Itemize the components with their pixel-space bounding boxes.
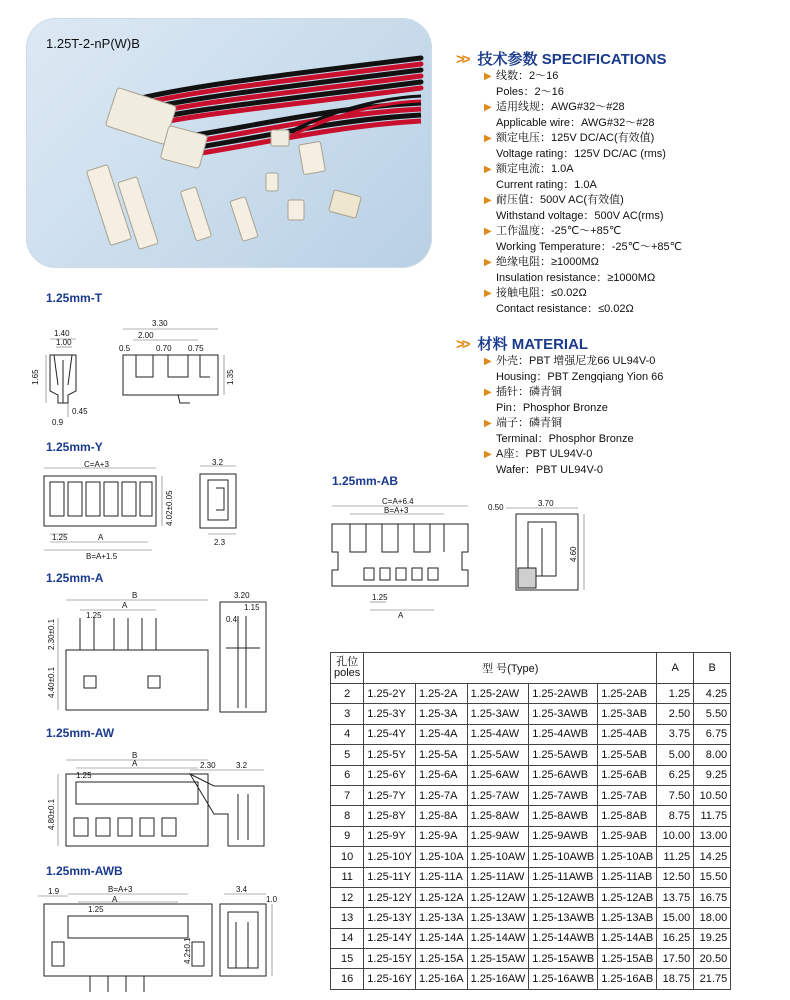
drawing-title-t: 1.25mm-T	[46, 291, 103, 305]
material-en: Wafer：PBT UL94V-0	[496, 463, 603, 476]
header-a: A	[657, 653, 694, 684]
triangle-bullet-icon: ▶	[484, 71, 492, 82]
dim-y-1: C=A+3	[84, 460, 109, 469]
table-row	[331, 684, 731, 704]
dim-ab-2: B=A+3	[384, 506, 409, 515]
cell-poles: 9	[331, 826, 364, 846]
cell-type: 1.25-11AB	[598, 867, 657, 887]
table-row	[331, 826, 731, 846]
cell-a: 12.50	[657, 867, 694, 887]
cell-b: 5.50	[694, 704, 731, 724]
dim-aw-6: 3.2	[236, 761, 248, 770]
cell-a: 7.50	[657, 785, 694, 805]
dim-ab-1: C=A+6.4	[382, 497, 414, 506]
spec-en: Voltage rating：125V DC/AC (rms)	[496, 147, 666, 160]
dim-a-5: 4.40±0.1	[47, 666, 56, 698]
spec-cn: ▶ 适用线规：AWG#32～#28	[484, 100, 682, 116]
cell-type: 1.25-15A	[415, 949, 467, 969]
cell-type: 1.25-9AWB	[529, 826, 598, 846]
cell-b: 21.75	[694, 969, 731, 989]
table-row	[331, 785, 731, 805]
cell-b: 4.25	[694, 684, 731, 704]
material-cn: ▶ A座：PBT UL94V-0	[484, 447, 663, 463]
triangle-bullet-icon: ▶	[484, 164, 492, 175]
cell-b: 16.75	[694, 887, 731, 907]
cell-a: 15.00	[657, 908, 694, 928]
cell-poles: 10	[331, 847, 364, 867]
triangle-bullet-icon: ▶	[484, 102, 492, 113]
cell-type: 1.25-3AB	[598, 704, 657, 724]
dim-t-9: 0.70	[156, 344, 172, 353]
material-heading	[456, 333, 588, 354]
triangle-bullet-icon: ▶	[484, 449, 492, 460]
cell-poles: 14	[331, 928, 364, 948]
photo-title: 1.25T-2-nP(W)B	[46, 36, 140, 51]
cell-type: 1.25-2Y	[364, 684, 416, 704]
spec-cn: ▶ 额定电流：1.0A	[484, 162, 682, 178]
cell-type: 1.25-9AW	[467, 826, 529, 846]
cell-type: 1.25-6AW	[467, 765, 529, 785]
dim-a-4: 2.30±0.1	[47, 618, 56, 650]
material-en: Pin：Phosphor Bronze	[496, 401, 608, 414]
dim-t-10: 0.75	[188, 344, 204, 353]
cell-type: 1.25-8A	[415, 806, 467, 826]
double-chevron-icon: >>	[456, 51, 468, 68]
cell-b: 14.25	[694, 847, 731, 867]
cell-type: 1.25-12AW	[467, 887, 529, 907]
table-row	[331, 908, 731, 928]
triangle-bullet-icon: ▶	[484, 133, 492, 144]
dim-a-1: B	[132, 591, 138, 600]
cell-a: 3.75	[657, 724, 694, 744]
cell-poles: 8	[331, 806, 364, 826]
cell-type: 1.25-6Y	[364, 765, 416, 785]
table-row	[331, 806, 731, 826]
spec-en: Withstand voltage：500V AC(rms)	[496, 209, 664, 222]
drawing-aw	[28, 746, 278, 856]
cell-type: 1.25-15AWB	[529, 949, 598, 969]
specifications-heading-en: SPECIFICATIONS	[541, 51, 667, 68]
triangle-bullet-icon: ▶	[484, 387, 492, 398]
drawing-y	[28, 458, 250, 563]
material-en: Housing：PBT Zengqiang Yion 66	[496, 370, 664, 383]
cell-type: 1.25-15AW	[467, 949, 529, 969]
cell-b: 9.25	[694, 765, 731, 785]
table-row	[331, 928, 731, 948]
drawing-a	[28, 588, 278, 718]
cell-type: 1.25-10AWB	[529, 847, 598, 867]
dim-awb-6: 3.4	[236, 885, 248, 894]
dim-t-7: 2.00	[138, 331, 154, 340]
spec-en: Poles：2～16	[496, 85, 564, 98]
material-cn: ▶ 插针：磷青铜	[484, 385, 663, 401]
spec-cn: ▶ 绝缘电阻：≥1000MΩ	[484, 255, 682, 271]
cell-a: 17.50	[657, 949, 694, 969]
cell-type: 1.25-13Y	[364, 908, 416, 928]
table-row	[331, 724, 731, 744]
cell-type: 1.25-3AWB	[529, 704, 598, 724]
drawing-title-awb: 1.25mm-AWB	[46, 864, 123, 878]
material-heading-en: MATERIAL	[511, 336, 589, 353]
cell-a: 18.75	[657, 969, 694, 989]
cell-a: 11.25	[657, 847, 694, 867]
cell-type: 1.25-5AWB	[529, 745, 598, 765]
cell-type: 1.25-8AW	[467, 806, 529, 826]
dim-t-8: 0.5	[119, 344, 131, 353]
connector-photo-illustration	[26, 18, 432, 268]
cell-type: 1.25-2AWB	[529, 684, 598, 704]
spec-cn: ▶ 耐压值：500V AC(有效值)	[484, 193, 682, 209]
dim-y-6: 3.2	[212, 458, 224, 467]
dim-awb-3: A	[112, 895, 118, 904]
spec-en: Applicable wire：AWG#32～#28	[496, 116, 655, 129]
cell-type: 1.25-6A	[415, 765, 467, 785]
cell-type: 1.25-6AB	[598, 765, 657, 785]
dim-ab-4: A	[398, 611, 404, 620]
table-row	[331, 867, 731, 887]
cell-type: 1.25-4AWB	[529, 724, 598, 744]
dim-t-6: 3.30	[152, 319, 168, 328]
triangle-bullet-icon: ▶	[484, 195, 492, 206]
spec-en: Insulation resistance：≥1000MΩ	[496, 271, 656, 284]
specifications-heading	[456, 48, 666, 69]
cell-a: 8.75	[657, 806, 694, 826]
dim-t-1: 1.40	[54, 329, 70, 338]
cell-a: 1.25	[657, 684, 694, 704]
cell-type: 1.25-13A	[415, 908, 467, 928]
dim-awb-2: B=A+3	[108, 885, 133, 894]
cell-b: 19.25	[694, 928, 731, 948]
cell-type: 1.25-16AWB	[529, 969, 598, 989]
cell-type: 1.25-9Y	[364, 826, 416, 846]
drawing-t	[28, 315, 250, 430]
cell-type: 1.25-10A	[415, 847, 467, 867]
cell-type: 1.25-3A	[415, 704, 467, 724]
table-header-row	[331, 653, 731, 684]
cell-type: 1.25-16Y	[364, 969, 416, 989]
cell-type: 1.25-5Y	[364, 745, 416, 765]
dim-ab-7: 4.60	[569, 546, 578, 562]
cell-type: 1.25-13AWB	[529, 908, 598, 928]
cell-type: 1.25-11AW	[467, 867, 529, 887]
cell-type: 1.25-8AB	[598, 806, 657, 826]
dim-awb-5: 4.2±0.1	[183, 937, 192, 964]
dim-aw-2: A	[132, 759, 138, 768]
cell-type: 1.25-2A	[415, 684, 467, 704]
table-row	[331, 847, 731, 867]
cell-poles: 11	[331, 867, 364, 887]
drawing-title-a: 1.25mm-A	[46, 571, 104, 585]
dim-a-2: A	[122, 601, 128, 610]
dim-y-4: A	[98, 533, 104, 542]
cell-a: 10.00	[657, 826, 694, 846]
specifications-heading-cn: 技术参数	[477, 51, 538, 68]
cell-type: 1.25-16AB	[598, 969, 657, 989]
dim-a-7: 1.15	[244, 603, 260, 612]
cell-type: 1.25-12AWB	[529, 887, 598, 907]
cell-type: 1.25-14AB	[598, 928, 657, 948]
cell-b: 15.50	[694, 867, 731, 887]
dim-y-5: B=A+1.5	[86, 552, 118, 561]
cell-type: 1.25-12AB	[598, 887, 657, 907]
cell-type: 1.25-7AB	[598, 785, 657, 805]
dim-ab-3: 1.25	[372, 593, 388, 602]
cell-type: 1.25-4AW	[467, 724, 529, 744]
table-row	[331, 745, 731, 765]
cell-type: 1.25-5AW	[467, 745, 529, 765]
cell-b: 11.75	[694, 806, 731, 826]
table-row	[331, 765, 731, 785]
table-row	[331, 704, 731, 724]
cell-type: 1.25-5A	[415, 745, 467, 765]
cell-type: 1.25-14A	[415, 928, 467, 948]
cell-b: 18.00	[694, 908, 731, 928]
cell-type: 1.25-10AB	[598, 847, 657, 867]
drawing-title-y: 1.25mm-Y	[46, 440, 103, 454]
cell-type: 1.25-14AW	[467, 928, 529, 948]
cell-b: 6.75	[694, 724, 731, 744]
dim-t-5: 0.9	[52, 418, 64, 427]
cell-type: 1.25-13AB	[598, 908, 657, 928]
cell-type: 1.25-16AW	[467, 969, 529, 989]
cell-type: 1.25-3Y	[364, 704, 416, 724]
dim-ab-5: 0.50	[488, 503, 504, 512]
header-poles: 孔位 poles	[331, 653, 364, 684]
cell-a: 13.75	[657, 887, 694, 907]
table-row	[331, 969, 731, 989]
cell-type: 1.25-9A	[415, 826, 467, 846]
cell-a: 2.50	[657, 704, 694, 724]
triangle-bullet-icon: ▶	[484, 288, 492, 299]
cell-type: 1.25-14AWB	[529, 928, 598, 948]
cell-poles: 16	[331, 969, 364, 989]
cell-type: 1.25-3AW	[467, 704, 529, 724]
dim-y-2: 4.02±0.05	[165, 490, 174, 526]
spec-en: Contact resistance：≤0.02Ω	[496, 302, 634, 315]
cell-type: 1.25-2AB	[598, 684, 657, 704]
triangle-bullet-icon: ▶	[484, 226, 492, 237]
material-heading-cn: 材料	[477, 336, 508, 353]
table-row	[331, 887, 731, 907]
material-cn: ▶ 外壳：PBT 增强尼龙66 UL94V-0	[484, 354, 663, 370]
cell-type: 1.25-5AB	[598, 745, 657, 765]
cell-type: 1.25-8AWB	[529, 806, 598, 826]
dim-awb-4: 1.25	[88, 905, 104, 914]
cell-type: 1.25-9AB	[598, 826, 657, 846]
type-table	[330, 652, 731, 990]
cell-type: 1.25-4AB	[598, 724, 657, 744]
specifications-list	[484, 69, 682, 317]
double-chevron-icon: >>	[456, 336, 468, 353]
header-b: B	[694, 653, 731, 684]
cell-poles: 4	[331, 724, 364, 744]
cell-type: 1.25-4A	[415, 724, 467, 744]
cell-type: 1.25-12Y	[364, 887, 416, 907]
drawing-title-ab: 1.25mm-AB	[332, 474, 399, 488]
cell-a: 16.25	[657, 928, 694, 948]
cell-b: 10.50	[694, 785, 731, 805]
dim-aw-5: 2.30	[200, 761, 216, 770]
dim-aw-4: 4.80±0.1	[47, 798, 56, 830]
cell-type: 1.25-10Y	[364, 847, 416, 867]
cell-type: 1.25-2AW	[467, 684, 529, 704]
cell-poles: 3	[331, 704, 364, 724]
cell-poles: 6	[331, 765, 364, 785]
spec-cn: ▶ 额定电压：125V DC/AC(有效值)	[484, 131, 682, 147]
cell-a: 6.25	[657, 765, 694, 785]
dim-awb-7: 1.0	[266, 895, 278, 904]
material-cn: ▶ 端子：磷青铜	[484, 416, 663, 432]
cell-type: 1.25-7AWB	[529, 785, 598, 805]
drawing-title-aw: 1.25mm-AW	[46, 726, 115, 740]
cell-type: 1.25-7A	[415, 785, 467, 805]
dim-t-2: 1.00	[56, 338, 72, 347]
drawing-awb	[28, 882, 278, 997]
cell-a: 5.00	[657, 745, 694, 765]
cell-type: 1.25-4Y	[364, 724, 416, 744]
dim-t-11: 1.35	[226, 369, 235, 385]
triangle-bullet-icon: ▶	[484, 257, 492, 268]
cell-type: 1.25-11AWB	[529, 867, 598, 887]
cell-type: 1.25-13AW	[467, 908, 529, 928]
cell-type: 1.25-7AW	[467, 785, 529, 805]
material-en: Terminal：Phosphor Bronze	[496, 432, 634, 445]
header-type: 型 号(Type)	[364, 653, 657, 684]
dim-y-3: 1.25	[52, 533, 68, 542]
cell-type: 1.25-10AW	[467, 847, 529, 867]
cell-type: 1.25-8Y	[364, 806, 416, 826]
type-table-body	[331, 684, 731, 990]
drawing-ab	[322, 492, 590, 622]
cell-type: 1.25-6AWB	[529, 765, 598, 785]
dim-y-7: 2.3	[214, 538, 226, 547]
cell-poles: 13	[331, 908, 364, 928]
cell-poles: 2	[331, 684, 364, 704]
cell-type: 1.25-16A	[415, 969, 467, 989]
cell-b: 20.50	[694, 949, 731, 969]
dim-t-4: 0.45	[72, 407, 88, 416]
dim-a-6: 3.20	[234, 591, 250, 600]
cell-type: 1.25-11Y	[364, 867, 416, 887]
spec-cn: ▶ 工作温度：-25℃～+85℃	[484, 224, 682, 240]
triangle-bullet-icon: ▶	[484, 356, 492, 367]
cell-poles: 12	[331, 887, 364, 907]
cell-b: 8.00	[694, 745, 731, 765]
product-photo	[26, 18, 432, 268]
cell-poles: 7	[331, 785, 364, 805]
dim-awb-1: 1.9	[48, 887, 60, 896]
triangle-bullet-icon: ▶	[484, 418, 492, 429]
spec-en: Current rating：1.0A	[496, 178, 597, 191]
table-row	[331, 949, 731, 969]
cell-type: 1.25-7Y	[364, 785, 416, 805]
cell-b: 13.00	[694, 826, 731, 846]
dim-aw-3: 1.25	[76, 771, 92, 780]
cell-type: 1.25-11A	[415, 867, 467, 887]
cell-type: 1.25-15Y	[364, 949, 416, 969]
cell-type: 1.25-14Y	[364, 928, 416, 948]
spec-cn: ▶ 线数：2～16	[484, 69, 682, 85]
dim-a-8: 0.4	[226, 615, 238, 624]
dim-ab-6: 3.70	[538, 499, 554, 508]
material-list	[484, 354, 663, 478]
cell-type: 1.25-12A	[415, 887, 467, 907]
cell-poles: 5	[331, 745, 364, 765]
dim-aw-1: B	[132, 751, 138, 760]
spec-cn: ▶ 接触电阻：≤0.02Ω	[484, 286, 682, 302]
cell-type: 1.25-15AB	[598, 949, 657, 969]
dim-a-3: 1.25	[86, 611, 102, 620]
dim-t-3: 1.65	[31, 369, 40, 385]
spec-en: Working Temperature：-25℃～+85℃	[496, 240, 683, 253]
cell-poles: 15	[331, 949, 364, 969]
